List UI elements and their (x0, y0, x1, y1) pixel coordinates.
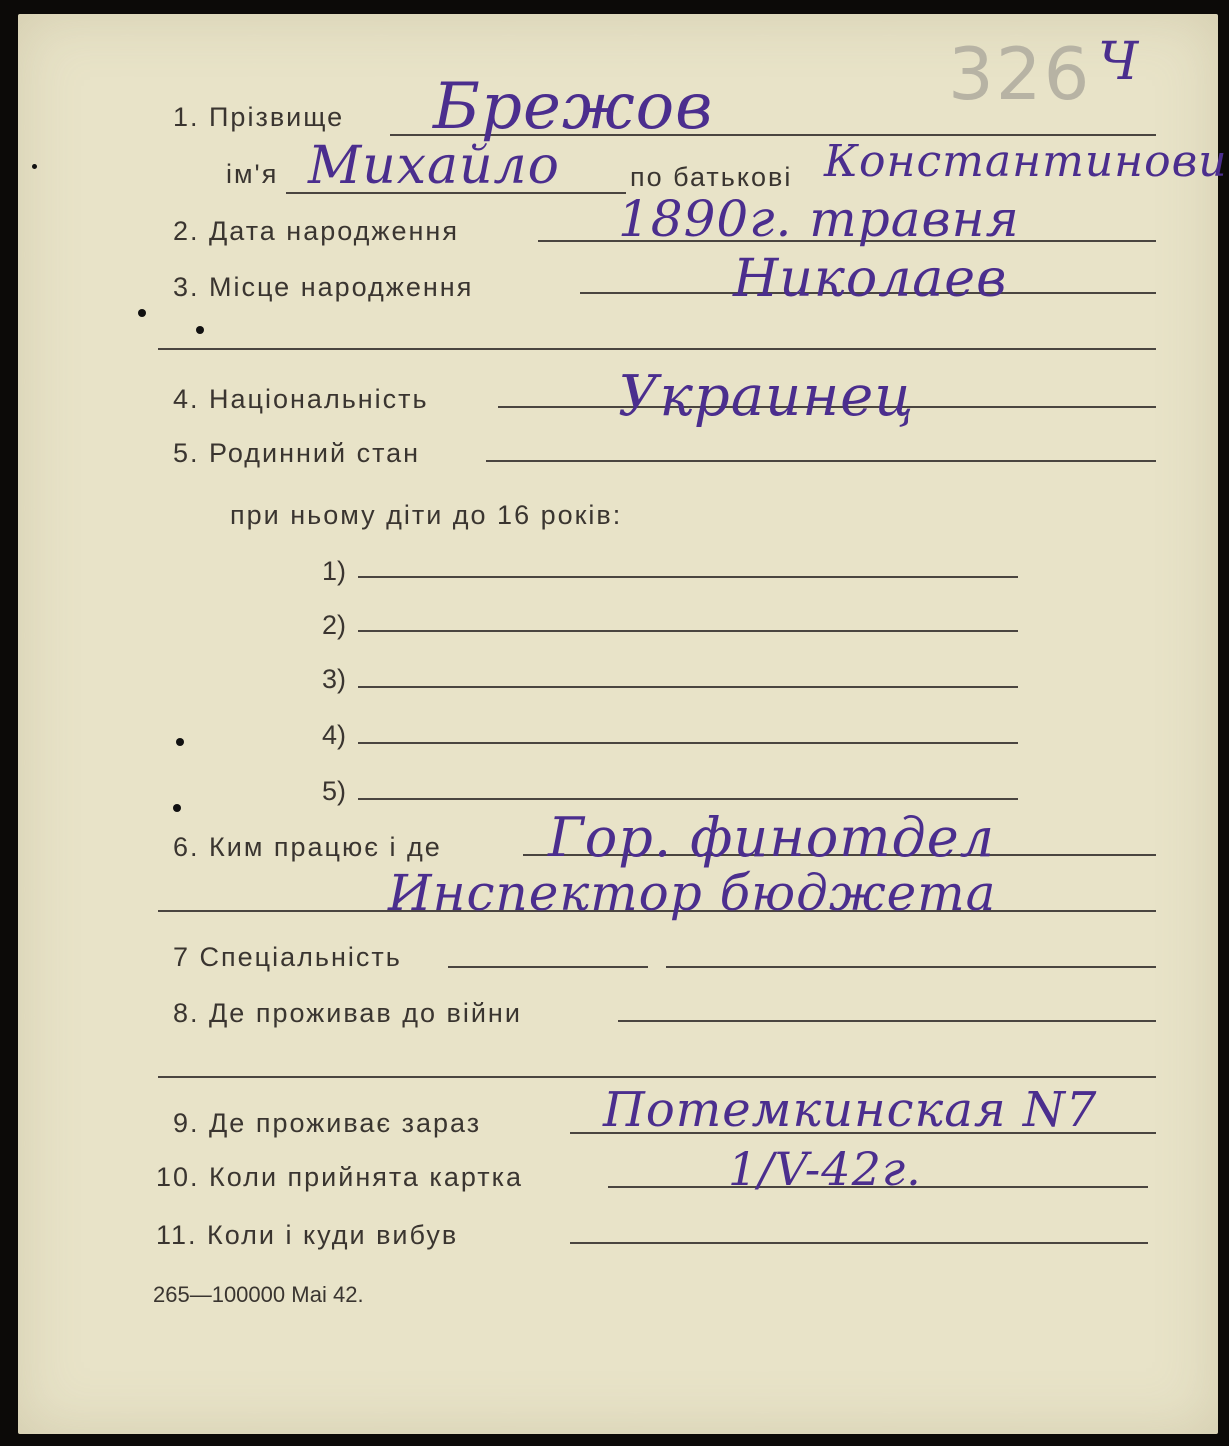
patronymic-label: по батькові (630, 162, 793, 192)
punch-hole (138, 309, 146, 317)
accepted-label: 10. Коли прийнята картка (156, 1162, 524, 1192)
birth-place-value: Николаев (733, 249, 1008, 309)
patronymic-value: Константинови (824, 136, 1228, 187)
birth-place-line-2 (158, 348, 1156, 350)
archive-mark: Ч (1098, 32, 1140, 92)
nationality-value: Украинец (618, 364, 915, 429)
nationality-label: 4. Національність (173, 384, 429, 414)
child-line-3 (358, 686, 1018, 688)
marital-line (486, 460, 1156, 462)
specialty-line-2 (666, 966, 1156, 968)
children-label: при ньому діти до 16 років: (230, 500, 623, 530)
work-value-1: Гор. финотдел (548, 806, 996, 869)
child-line-2 (358, 630, 1018, 632)
child-label-4: 4) (322, 720, 347, 750)
work-value-2: Инспектор бюджета (388, 864, 997, 922)
current-value: Потемкинская N7 (603, 1082, 1098, 1138)
accepted-value: 1/V-42г. (728, 1142, 922, 1196)
archive-number: 326 (948, 32, 1092, 116)
child-label-3: 3) (322, 664, 347, 694)
current-label: 9. Де проживає зараз (173, 1108, 482, 1138)
name-label: ім'я (226, 159, 279, 189)
work-label: 6. Ким працює і де (173, 832, 442, 862)
surname-value: Брежов (433, 70, 714, 144)
punch-hole (32, 164, 37, 169)
name-value: Михайло (308, 136, 560, 196)
prewar-label: 8. Де проживав до війни (173, 998, 522, 1028)
specialty-label: 7 Спеціальність (173, 942, 402, 972)
marital-label: 5. Родинний стан (173, 438, 421, 468)
punch-hole (173, 804, 181, 812)
punch-hole (176, 738, 184, 746)
punch-hole (196, 326, 204, 334)
birth-date-label: 2. Дата народження (173, 216, 459, 246)
child-label-1: 1) (322, 556, 347, 586)
child-line-5 (358, 798, 1018, 800)
specialty-line (448, 966, 648, 968)
birth-place-label: 3. Місце народження (173, 272, 474, 302)
prewar-line-2 (158, 1076, 1156, 1078)
child-line-4 (358, 742, 1018, 744)
departed-line (570, 1242, 1148, 1244)
child-label-2: 2) (322, 610, 347, 640)
registration-card (18, 14, 1228, 1434)
print-footer: 265—100000 Маі 42. (153, 1282, 364, 1307)
surname-label: 1. Прізвище (173, 102, 345, 132)
child-label-5: 5) (322, 776, 347, 806)
birth-date-value: 1890г. травня (618, 190, 1020, 248)
child-line-1 (358, 576, 1018, 578)
prewar-line (618, 1020, 1156, 1022)
departed-label: 11. Коли і куди вибув (156, 1220, 459, 1250)
